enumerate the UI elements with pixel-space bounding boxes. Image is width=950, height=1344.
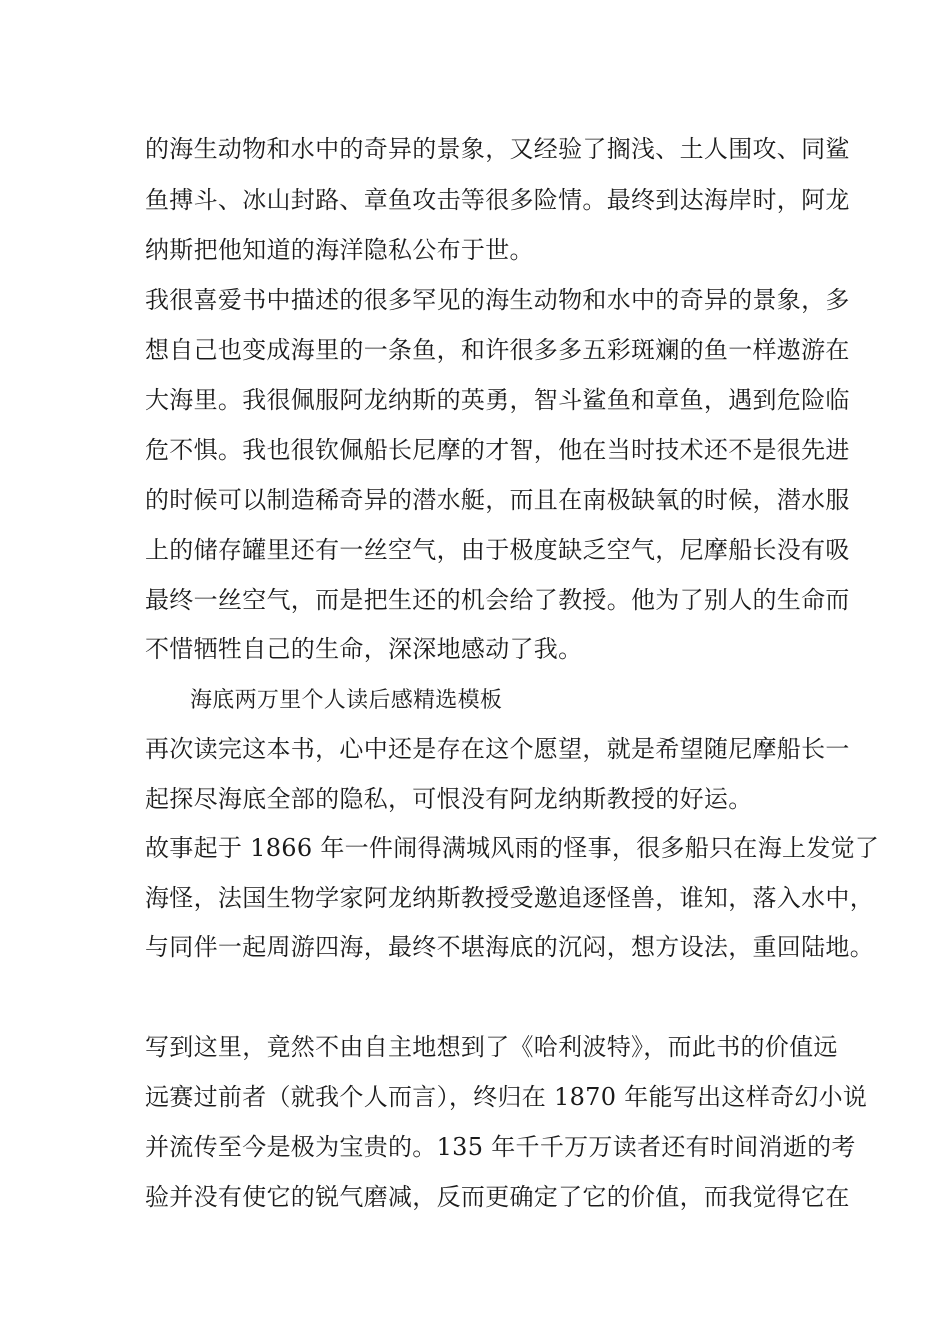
text-line: 与同伴一起周游四海，最终不堪海底的沉闷，想方设法，重回陆地。 xyxy=(145,933,874,961)
text-line: 并流传至今是极为宝贵的。135 年千千万万读者还有时间消逝的考 xyxy=(145,1133,856,1161)
text-line: 远赛过前者（就我个人而言），终归在 1870 年能写出这样奇幻小说 xyxy=(145,1083,868,1111)
text-line: 验并没有使它的锐气磨减，反而更确定了它的价值，而我觉得它在 xyxy=(145,1183,850,1211)
text-line: 想自己也变成海里的一条鱼，和许很多多五彩斑斓的鱼一样遨游在 xyxy=(145,336,850,364)
text-line: 纳斯把他知道的海洋隐私公布于世。 xyxy=(145,236,534,264)
text-line: 上的储存罐里还有一丝空气，由于极度缺乏空气，尼摩船长没有吸 xyxy=(145,536,850,564)
text-line: 的海生动物和水中的奇异的景象，又经验了搁浅、土人围攻、同鲨 xyxy=(145,135,850,163)
text-line: 故事起于 1866 年一件闹得满城风雨的怪事，很多船只在海上发觉了 xyxy=(145,834,880,862)
text-line: 大海里。我很佩服阿龙纳斯的英勇，智斗鲨鱼和章鱼，遇到危险临 xyxy=(145,386,850,414)
text-line: 不惜牺牲自己的生命，深深地感动了我。 xyxy=(145,635,583,663)
text-line: 我很喜爱书中描述的很多罕见的海生动物和水中的奇异的景象，多 xyxy=(145,286,850,314)
text-line: 的时候可以制造稀奇异的潜水艇，而且在南极缺氧的时候，潜水服 xyxy=(145,486,850,514)
section-heading: 海底两万里个人读后感精选模板 xyxy=(190,688,503,713)
text-line: 最终一丝空气，而是把生还的机会给了教授。他为了别人的生命而 xyxy=(145,586,850,614)
text-line: 鱼搏斗、冰山封路、章鱼攻击等很多险情。最终到达海岸时，阿龙 xyxy=(145,186,850,214)
text-line: 危不惧。我也很钦佩船长尼摩的才智，他在当时技术还不是很先进 xyxy=(145,436,850,464)
text-line: 再次读完这本书，心中还是存在这个愿望，就是希望随尼摩船长一 xyxy=(145,735,850,763)
text-line: 起探尽海底全部的隐私，可恨没有阿龙纳斯教授的好运。 xyxy=(145,785,753,813)
text-line: 海怪，法国生物学家阿龙纳斯教授受邀追逐怪兽，谁知，落入水中， xyxy=(145,884,874,912)
text-line: 写到这里，竟然不由自主地想到了《哈利波特》，而此书的价值远 xyxy=(145,1033,838,1061)
